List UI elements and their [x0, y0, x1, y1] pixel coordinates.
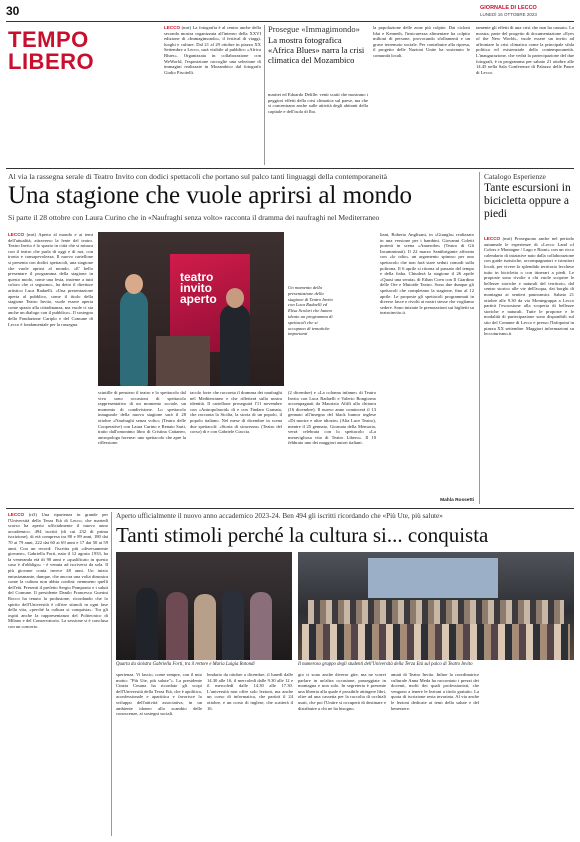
uni-dateline: LECCO	[8, 512, 25, 517]
theatre-col2-text: scintille di pensiero il teatro e lo spettacolo dal vivo sono occasioni di spettacolo rappresentativo di un momento sociale, un momento di condivisione. Lo spettacolo inaugurale della nuova stagione sarà il 28 ottobre «Naufraghi senza volto» (Teatro delle Cooperative) con Laura Curino e Renato Sarti, tratto dall'omonimo libro di Cristina Cattaneo, antropologa forense: uno spettacolo che apre la riflessione.	[98, 390, 186, 446]
top-story-headline-block	[268, 24, 368, 65]
presenter-right	[220, 304, 250, 386]
sidebar-headline: Tante escursioni in bicicletta oppure a piedi	[484, 182, 571, 220]
person-2	[166, 592, 188, 660]
uni-col5-text: amati di Teatro Invito. Infine la coordinatrice culturale Anna Meda ha raccontato i prezzi dei docenti, molti dei quali professionisti, che vengono a tenere le lezioni a titolo gratuito. La quota di iscrizione resta invariata. Al via anche le lezioni dedicate ai temi della salute e del benessere.	[391, 672, 479, 711]
section-divider	[6, 168, 574, 169]
uni-col1-text: Una ripartenza in grande per l'Università della Terza Età di Lecco, che martedì scorso ha aperto ufficialmente il nuovo anno accademico. 494 iscritti (di cui 232 di prima iscrizione), di età compresa tra 80 e 89 anni, 180 dai 70 ai 79 anni, 222 dai 60 ai 69 anni e 17 dai 50 ai 59 anni. Con un record: l'iscritta più «diversamente giovane», Gabriella Forti, nata il 12 agosto 1933, ha la veneranda età di 90 anni e «qualificato in questo caso è d'obbligo» - è venuta ad iscriversi da sola. Il più giovane conta invece 48 anni. Un inizio entusiasmante, dunque, che ancora una volta dimostra come la cultura non abbia confini: nemmeno quelli dell'età. Presenti il prefetto Sergio Pomponio e i saluti del Comune. Il presidente Danilo Francesco Guerini Rocco ha tenuto la prolusione, ricordando che lo spirito dell'Università è offrire stimoli in ogni fase della vita, «perché la cultura si conquista». Tra gli ospiti anche la rappresentanza del Politecnico di Milano e del Conservatorio. La sessione si è conclusa con un concerto.	[8, 512, 108, 629]
issue-date: LUNEDÌ 16 OTTOBRE 2023	[480, 12, 537, 17]
uni-kicker: Aperto ufficialmente il nuovo anno accademico 2023-24. Ben 494 gli iscritti ricordando che «Più Ute, più salute»	[116, 512, 443, 520]
sidebar-dateline-date: (mrt)	[502, 236, 513, 241]
section-divider-2	[6, 508, 574, 509]
lectern	[156, 336, 210, 386]
theatre-dateline-date: (mrt)	[26, 232, 37, 237]
person-4	[222, 590, 244, 660]
uni-col2-text: sperienza. Vi lascio, come sempre, con il mio motto: "Più Ute, più salute"». La presidente Cinzia Cesana ha ricordato gli scopi dell'Università della Terza Età, che è apolitica, aconfessionale e apartitica e favorisce lo sviluppo dell'attività associativa, in un ambiente idoneo allo scambio delle conoscenze, ai sostegni sociali.	[116, 672, 202, 717]
sidebar-rule	[479, 172, 480, 504]
sidebar-dateline: LECCO	[484, 236, 501, 241]
presenter-left	[120, 290, 148, 386]
top-story-col4-text: tamente gli effetti di una crisi che non ha causato. La mostra, parte del progetto di documentazione «Eyes of the New World», vuole essere un invito ad affrontare la crisi climatica come la principale sfida politica ed esistenziale della contemporaneità. L'inaugurazione, che vedrà la partecipazione del due fotografi, è in programma per sabato 21 ottobre alle 14.45 nella Sala Conferenze di Palazzo delle Paure di Lecco.	[476, 25, 574, 75]
top-story-kicker: Prosegue «Immagimondo»	[268, 24, 360, 34]
theatre-headline: Una stagione che vuole aprirsi al mondo	[8, 182, 413, 209]
person-3	[194, 594, 216, 660]
top-story-col2	[268, 92, 368, 165]
section-title-line1: TEMPO	[8, 27, 89, 52]
top-story-body: La fotografia è al centro anche della seconda mostra organizzata all'interno della XXVI edizione di «Immagimondo», il festival di viaggi, luoghi e culture. Dal 21 al 29 ottobre in piazza XX Settembre a Lecco, sarà visibile al pubblico «Africa Blues». Organizzata in collaborazione con WeWorld, l'esposizione raccoglie una selezione di immagini realizzate in Mozambico dal fotografo Giulio Piscitelli.	[164, 25, 261, 75]
theatre-col5	[380, 232, 474, 498]
theatre-photo	[98, 232, 284, 386]
dateline: LECCO	[164, 25, 181, 30]
uni-caption-right: Il numeroso gruppo degli studenti dell'Università della Terza Età sul palco di Teatro Invito	[298, 662, 473, 667]
theatre-byline: Mahla Rossetti	[440, 498, 474, 503]
uni-col5	[391, 672, 479, 836]
sidebar-body-text: Proseguono anche nel periodo autunnale le esperienze di «Lecco Land of Colors e Montagne / Lago e Rioni» con un ricco calendario di iniziative nato dalla collaborazione con guide turistiche, accompagnatori e istruttori locali, per vivere lo splendido territorio lecchese tutto in bicicletta o con itinerari a piedi. Le proposte sono rivolte a chi vuole scoprire le bellezze storiche e naturali del territorio, dal centro storico alle vie dell'acqua, dai borghi di montagna ai sentieri panoramici. Sabato 21 ottobre alle 9.30 da via Montegrappa a Lecco partirà l'escursione alla scoperta di bellezze storiche e naturali. Tutte le proposte e le modalità di partecipazione sono disponibili sul sito del Comune di Lecco e presso l'Infopoint in piazza XX settembre. Maggiori informazioni su leccoturismo.it	[484, 236, 574, 337]
top-story-headline: La mostra fotografica «Africa Blues» narra la crisi climatica del Mozambico	[268, 35, 365, 65]
person-5	[250, 592, 272, 660]
theatre-col4-text: (2 dicembre) e «La colonna infame» di Teatro Invito con Luca Radaelli e Valerio Bongiorno accompagnati da Maurizio Aliffi alla chitarra (16 dicembre). Il nuovo anno comincerà il 13 gennaio all'insegna del black humor inglese «Di morire e altre idiozie» (Alta Luce Teatro), mentre il 25 gennaio, Giornata della Memoria, verrà celebrata con lo spettacolo «La meravigliosa vita di Teatro Libero». Il 10 febbraio uno dei maggiori autori italiani.	[288, 390, 376, 446]
top-story-col3-text: la popolazione delle zone più colpite. Dai cicloni Idai e Kenneth, l'insicurezza alimentare ha colpito milioni di persone, provocando sfollamenti e un grave terremoto sociale. Per contribuire alla ripresa, il progetto delle Nazioni Unite ha sostenuto le comunità locali.	[373, 25, 470, 58]
uni-headline: Tanti stimoli perché la cultura si... conquista	[116, 523, 489, 547]
sidebar-kicker: Catalogo Esperienze	[484, 172, 546, 181]
theatre-kicker: Al via la rassegna serale di Teatro Invito con dodici spettacoli che portano sul palco tanti linguaggi della contemporaneità	[8, 172, 388, 181]
theatre-col4	[288, 390, 376, 504]
top-story-col1	[164, 25, 261, 165]
header-rule	[6, 21, 574, 22]
stage-screen-2	[368, 558, 498, 598]
uni-col4-text: gio ci sono anche diverse gite, ma ne vorrei parlare in un'altra occasione, passeggiate in montagna e non solo. In segreteria è presente una libreria alla quale è possibile attingere libri, oltre ad una cassetta per la raccolta di occhiali usati, che poi l'Unitre si occuperà di destinare e distribuire a chi ne ha bisogno.	[298, 672, 386, 711]
theatre-dateline: LECCO	[8, 232, 25, 237]
section-title	[8, 29, 158, 73]
theatre-col3	[190, 390, 282, 504]
theatre-col1	[8, 232, 93, 504]
uni-col3	[207, 672, 293, 836]
column-rule	[264, 25, 265, 165]
theatre-deck: Si parte il 28 ottobre con Laura Curino che in «Naufraghi senza volto» racconta il dramma dei naufraghi nel Mediterraneo	[8, 213, 380, 222]
person-1	[136, 588, 158, 660]
theatre-col5-text: liani, Roberto Anglisani, in «Giungla» realizzato in una versione per i bambini. Giovanni Coletti porterà in scena «Anaerobe» (Teatro di Gli Incamminati). Il 22 marzo Santibrigante affronta con «lo odio» un argomento spinoso per uno spettacolo che non farà stare seduti comodi sulla poltrona. Il 6 aprile si ritorna al passato del tempo e della fiaba. Chiuderà la stagione il 26 aprile «Quasi una serata» di Ethan Coen con Il Giardino delle Ore e Mutoide Teatro. Sono due dunque gli spettacoli che completano la stagione, fino al 12 aprile. Le proposte gli spettacoli programmati in diverse fasce e rivolti ai nostri stesse che vogliamo sedere. Sono iniziate le prenotazioni sui biglietti su teatroinvito.it.	[380, 232, 474, 316]
theatre-col3-text: tacolo forte che racconta il dramma dei naufraghi nel Mediterraneo e che rifletterà sulla nostra identità. Il cartellone proseguirà l'11 novembre con «Antropolaroid» di e con Tindaro Granata, che racconta la Sicilia, la storia di un popolo, il popolo italiano. Nel mese di dicembre in scena due spettacoli: «Storia di sicurezza» (Teatro del corso) di e con Gabriele Ciaccia.	[190, 390, 282, 435]
uni-photo-right	[298, 552, 574, 660]
theatre-photo-caption: Un momento della presentazione della stagione di Teatro Invito con Luca Radaelli ed Elisa Scolari che hanno ideato un programma di spettacoli che si occupano di tematiche importanti	[288, 285, 333, 337]
theatre-col2	[98, 390, 186, 504]
dateline-date: (mrt)	[181, 25, 192, 30]
uni-rule	[111, 512, 112, 836]
uni-caption-left: Quarta da sinistra Gabriella Forti, tra il rettore e Maria Luigia Rotondi	[116, 662, 255, 667]
top-story-col3	[373, 25, 470, 165]
stage-screen-text: teatro invito aperto	[180, 270, 217, 306]
top-story-col4	[476, 25, 574, 165]
uni-dateline-date: (rt3)	[28, 512, 37, 517]
theatre-col1-text: Aperto al mondo e ai temi dell'attualità, attraverso la lente del teatro. Teatro Invito è lo spazio in città che si misura con il teatro che parla di oggi e di noi, con ironia e consapevolezza. Il nuovo cartellone si presenta con dodici spettacoli, una stagione che vuole aprirsi al mondo. «E' bello presentare il programma della stagione in questo modo, come una festa, insieme a tutti coloro che ci seguono», ha detto il direttore artistico Luca Radaelli. «Una presentazione aperta al pubblico, come il titolo della stagione Teatro Invito, vuole essere aperta come spazio alla cittadinanza, ma vuole ci sia anche un dialogo con il pubblico». Il sostegno della Fondazione Cariplo e del Comune di Lecco è fondamentale per la rassegna.	[8, 232, 93, 327]
top-story-col2-text: martiei ed Edoardo Delille: venti scatti che mostrano i peggiori effetti della crisi climatica sul paese, ma che si concentrano anche sulle attività degli abitanti della capitale e dell'isola di Ibo.	[268, 92, 368, 114]
section-title-line2: LIBERO	[8, 49, 95, 74]
uni-col2	[116, 672, 202, 836]
group-row-front	[302, 624, 570, 660]
uni-col1	[8, 512, 108, 836]
uni-photo-left	[116, 552, 292, 660]
uni-col4	[298, 672, 386, 836]
presenter-left-head	[125, 274, 143, 294]
presenter-right-head	[226, 288, 244, 308]
newspaper-name: GIORNALE DI LECCO	[480, 5, 537, 11]
sidebar-body	[484, 236, 574, 504]
uni-col3-text: lendario da ottobre a dicembre, il lunedì dalle 14.30 alle 16, il mercoledì dalle 9.30 alle 12 e il mercoledì dalle 14.30 alle 17.30. L'università non offre solo lezioni, ma anche un corso di informatica, che partirà il 24 ottobre, e un corso di inglese, che scatterà il 16.	[207, 672, 293, 711]
page-number: 30	[6, 4, 20, 18]
